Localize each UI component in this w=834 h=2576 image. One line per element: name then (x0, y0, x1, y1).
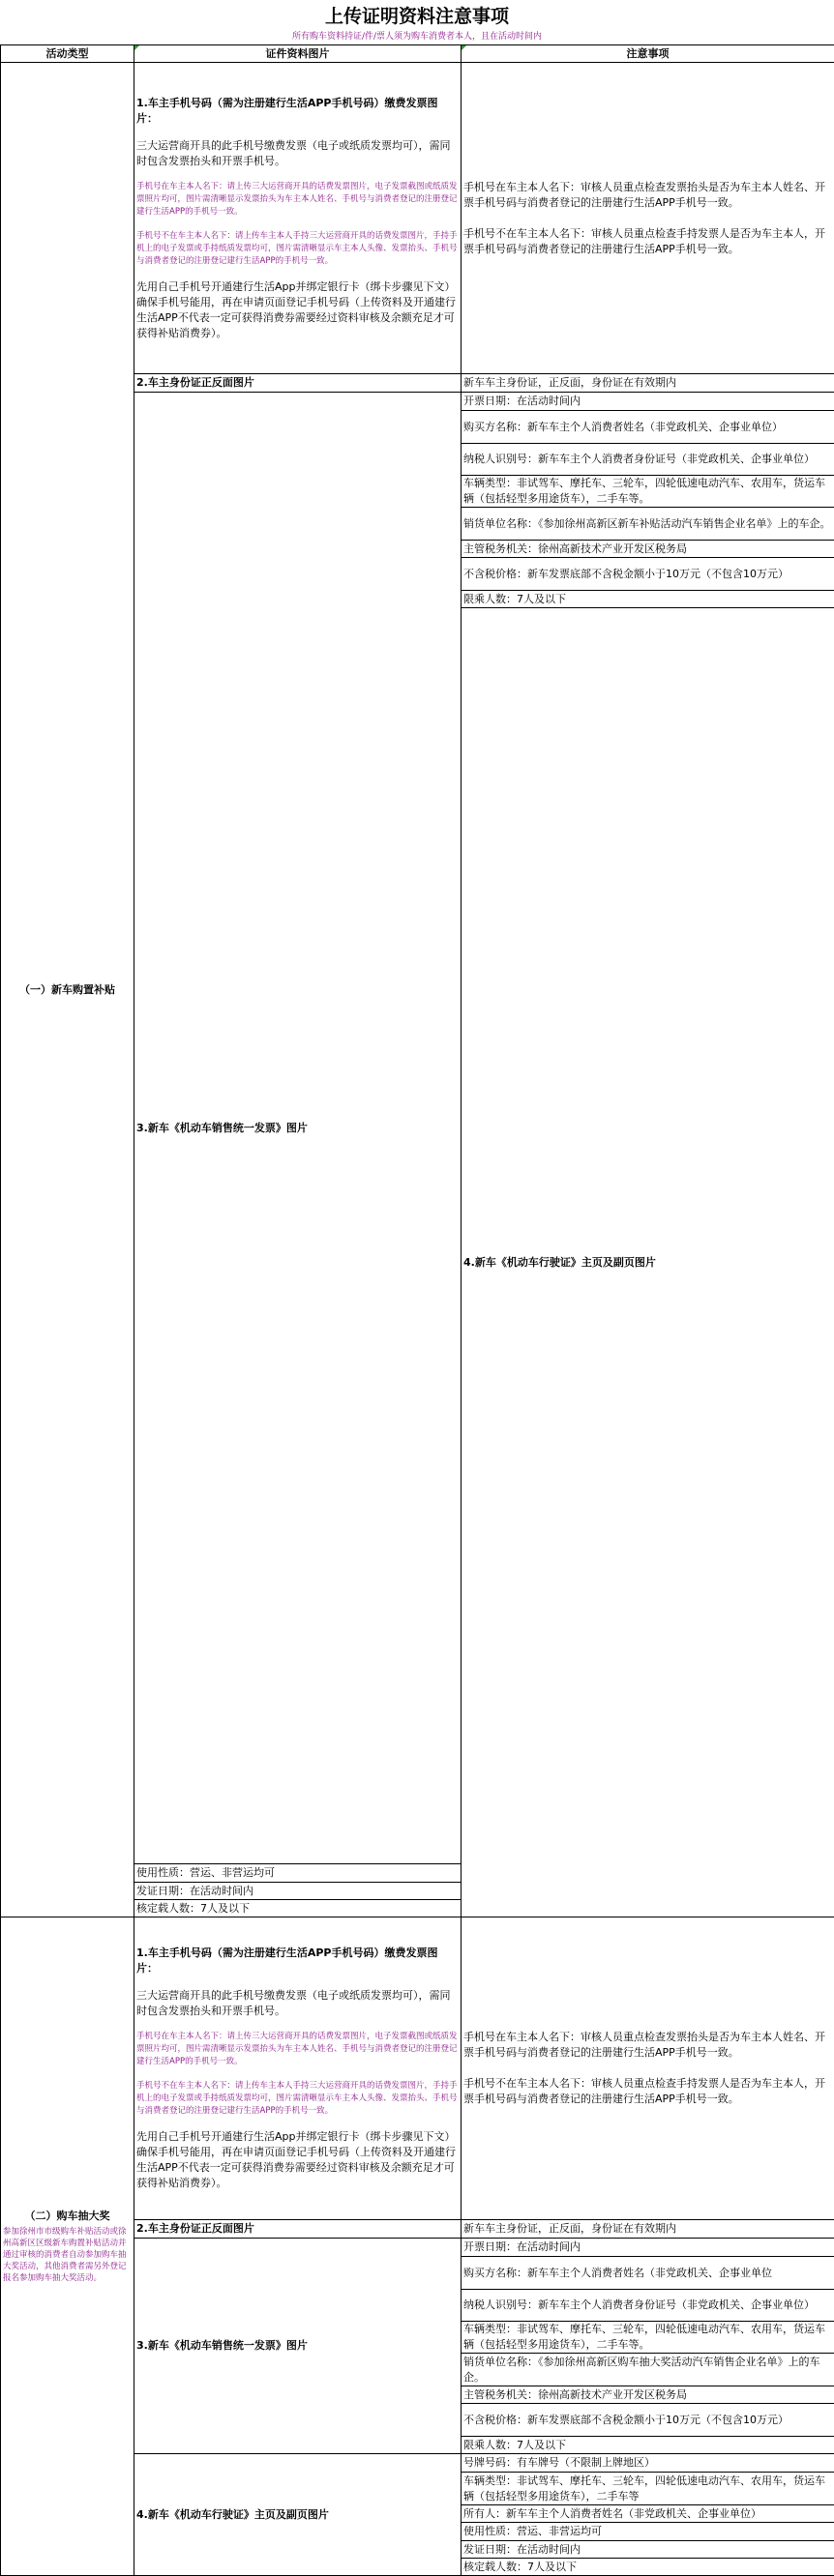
rule-text: 开票日期：在活动时间内 (462, 2239, 834, 2257)
rule-text: 车辆类型：非试驾车、摩托车、三轮车，四轮低速电动汽车、农用车，货运车辆（包括轻型多用途货车），二手车等 (462, 2473, 834, 2505)
phone-invoice-note-cell (462, 1917, 834, 2220)
rule-text: 核定载人数：7人及以下 (134, 1900, 462, 1917)
phone-invoice-note-cell (462, 63, 834, 374)
rule-text: 主管税务机关：徐州高新技术产业开发区税务局 (462, 541, 834, 558)
note-text: 手机号不在车主本人名下：审核人员重点检查手持发票人是否为车主本人，开票手机号码与消费者登记的注册建行生活APP手机号一致。 (463, 2076, 832, 2107)
rule-text: 所有人：新车车主个人消费者姓名（非党政机关、企事业单位） (462, 2505, 834, 2523)
doc-title: 1.车主手机号码（需为注册建行生活APP手机号码）缴费发票图片： (136, 96, 459, 127)
rule-text: 主管税务机关：徐州高新技术产业开发区税务局 (462, 2386, 834, 2404)
rule-text: 纳税人识别号：新车车主个人消费者身份证号（非党政机关、企事业单位） (462, 2290, 834, 2322)
doc-hint: 手机号在车主本人名下：请上传三大运营商开具的话费发票图片，电子发票截图或纸质发票照片均可，图片需清晰显示发票抬头为车主本人姓名、手机号与消费者登记的注册登记建行生活APP的手机号一致。 (136, 181, 459, 219)
doc-text: 先用自己手机号开通建行生活App并绑定银行卡（绑卡步骤见下文）确保手机号能用，再在申请页面登记手机号码（上传资料及开通建行生活APP不代表一定可获得消费券需要经过资料审核及余额充足才可获得补贴消费券）。 (136, 2129, 459, 2191)
section-new-car-subsidy (1, 63, 834, 1917)
rule-text: 销货单位名称：《参加徐州高新区购车抽大奖活动汽车销售企业名单》上的车企。 (462, 2354, 834, 2386)
rule-text: 不含税价格：新车发票底部不含税金额小于10万元（不包含10万元） (462, 558, 834, 591)
doc-title: 2.车主身份证正反面图片 (134, 374, 462, 393)
rule-text: 限乘人数：7人及以下 (462, 2437, 834, 2454)
category-label: （二）购车抽大奖 (25, 2210, 110, 2222)
note-text: 手机号不在车主本人名下：审核人员重点检查手持发票人是否为车主本人，开票手机号码与消费者登记的注册建行生活APP手机号一致。 (463, 226, 832, 257)
note-text: 手机号在车主本人名下：审核人员重点检查发票抬头是否为车主本人姓名、开票手机号码与消费者登记的注册建行生活APP手机号一致。 (463, 180, 832, 211)
column-header-documents: 证件资料图片 (134, 45, 462, 63)
rule-text: 核定载人数：7人及以下 (462, 2559, 834, 2576)
column-header-notes: 注意事项 (462, 45, 834, 63)
doc-title: 3.新车《机动车销售统一发票》图片 (134, 2239, 462, 2454)
requirements-table (0, 44, 834, 2576)
phone-invoice-doc-cell (134, 1917, 462, 2220)
doc-text: 先用自己手机号开通建行生活App并绑定银行卡（绑卡步骤见下文）确保手机号能用，再在申请页面登记手机号码（上传资料及开通建行生活APP不代表一定可获得消费券需要经过资料审核及余额充足才可获得补贴消费券）。 (136, 279, 459, 341)
category-note: 参加徐州市市级购车补贴活动或徐州高新区区级新车购置补贴活动并通过审核的消费者自动参加购车抽大奖活动，其他消费者需另外登记报名参加购车抽大奖活动。 (3, 2226, 132, 2284)
rule-text: 纳税人识别号：新车车主个人消费者身份证号（非党政机关、企事业单位） (462, 444, 834, 476)
category-cell (1, 1917, 134, 2576)
doc-title: 4.新车《机动车行驶证》主页及副页图片 (462, 608, 834, 1917)
doc-title: 3.新车《机动车销售统一发票》图片 (134, 393, 462, 1864)
doc-text: 三大运营商开具的此手机号缴费发票（电子或纸质发票均可），需同时包含发票抬头和开票手机号。 (136, 138, 459, 169)
phone-invoice-doc-cell (134, 63, 462, 374)
rule-text: 新车车主身份证，正反面，身份证在有效期内 (462, 374, 834, 393)
rule-text: 销货单位名称：《参加徐州高新区新车补贴活动汽车销售企业名单》上的车企。 (462, 508, 834, 541)
doc-title: 2.车主身份证正反面图片 (134, 2220, 462, 2239)
column-header-activity-type: 活动类型 (1, 45, 134, 63)
rule-text: 开票日期：在活动时间内 (462, 393, 834, 411)
page-title: 上传证明资料注意事项 (0, 0, 834, 31)
doc-text: 三大运营商开具的此手机号缴费发票（电子或纸质发票均可），需同时包含发票抬头和开票手机号。 (136, 1988, 459, 2019)
rule-text: 使用性质：营运、非营运均可 (462, 2523, 834, 2541)
rule-text: 发证日期：在活动时间内 (462, 2541, 834, 2559)
doc-title: 4.新车《机动车行驶证》主页及副页图片 (134, 2454, 462, 2576)
table-row (1, 1917, 834, 2220)
doc-hint: 手机号不在车主本人名下：请上传车主本人手持三大运营商开具的话费发票图片，手持手机上的电子发票或手持纸质发票均可，图片需清晰显示车主本人头像、发票抬头、手机号与消费者登记的注册登记建行生活APP的手机号一致。 (136, 230, 459, 268)
doc-hint: 手机号在车主本人名下：请上传三大运营商开具的话费发票图片，电子发票截图或纸质发票照片均可，图片需清晰显示发票抬头为车主本人姓名、手机号与消费者登记的注册登记建行生活APP的手机号一致。 (136, 2031, 459, 2068)
category-cell (1, 63, 134, 1917)
section-car-lottery (1, 1917, 834, 2576)
rule-text: 不含税价格：新车发票底部不含税金额小于10万元（不包含10万元） (462, 2404, 834, 2437)
note-text: 手机号在车主本人名下：审核人员重点检查发票抬头是否为车主本人姓名、开票手机号码与消费者登记的注册建行生活APP手机号一致。 (463, 2030, 832, 2061)
table-row (1, 63, 834, 374)
page-subtitle: 所有购车资料持证/件/票人须为购车消费者本人，且在活动时间内 (0, 31, 834, 44)
rule-text: 发证日期：在活动时间内 (134, 1883, 462, 1900)
rule-text: 限乘人数：7人及以下 (462, 591, 834, 608)
table-header-row (1, 45, 834, 63)
category-label: （一）新车购置补贴 (19, 983, 115, 996)
rule-text: 车辆类型：非试驾车、摩托车、三轮车，四轮低速电动汽车、农用车，货运车辆（包括轻型多用途货车），二手车等。 (462, 2322, 834, 2354)
rule-text: 使用性质：营运、非营运均可 (134, 1864, 462, 1883)
rule-text: 号牌号码：有车牌号（不限制上牌地区） (462, 2454, 834, 2473)
rule-text: 购买方名称：新车车主个人消费者姓名（非党政机关、企事业单位） (462, 411, 834, 444)
doc-hint: 手机号不在车主本人名下：请上传车主本人手持三大运营商开具的话费发票图片，手持手机上的电子发票或手持纸质发票均可，图片需清晰显示车主本人头像、发票抬头、手机号与消费者登记的注册登记建行生活APP的手机号一致。 (136, 2080, 459, 2118)
rule-text: 购买方名称：新车车主个人消费者姓名（非党政机关、企事业单位 (462, 2257, 834, 2290)
rule-text: 车辆类型：非试驾车、摩托车、三轮车，四轮低速电动汽车、农用车，货运车辆（包括轻型多用途货车），二手车等。 (462, 476, 834, 508)
rule-text: 新车车主身份证，正反面，身份证在有效期内 (462, 2220, 834, 2239)
doc-title: 1.车主手机号码（需为注册建行生活APP手机号码）缴费发票图片： (136, 1946, 459, 1976)
